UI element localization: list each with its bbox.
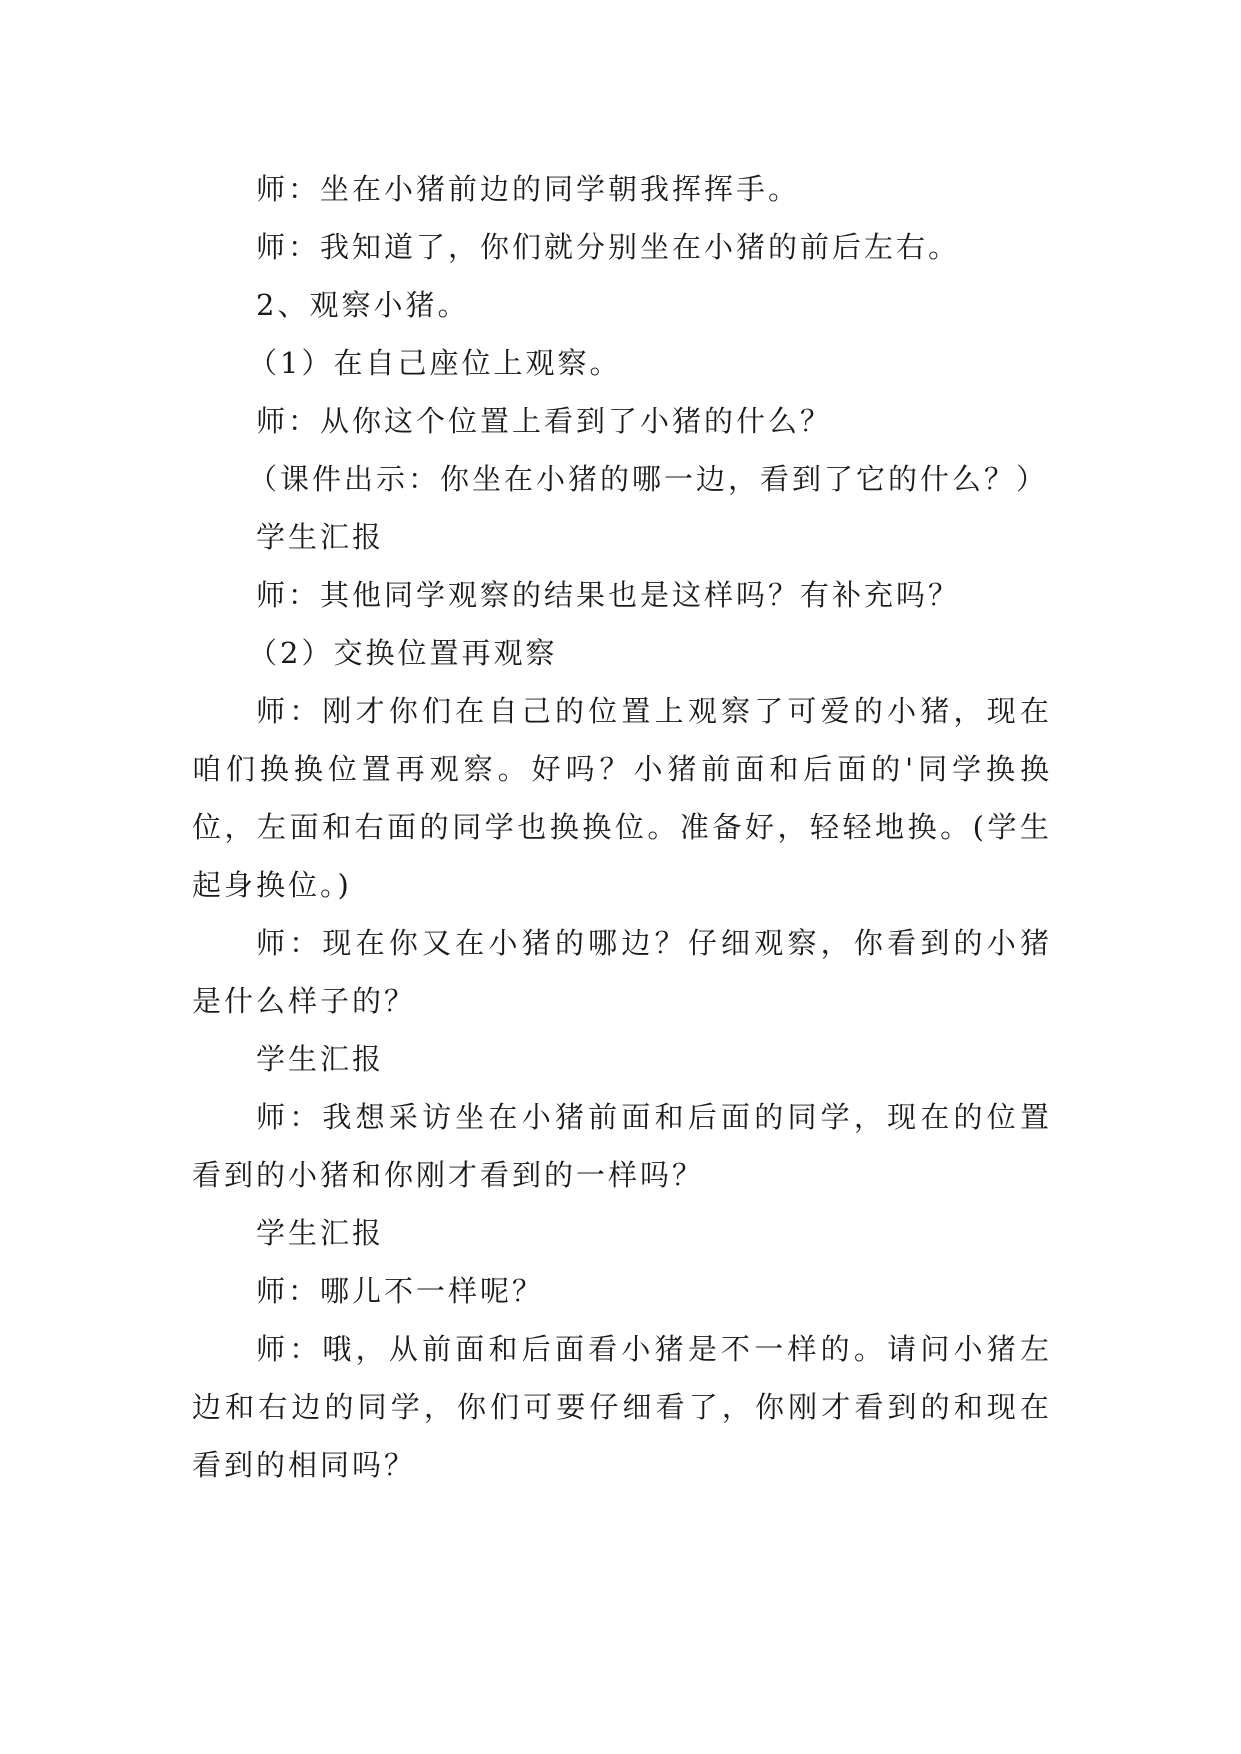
courseware-note: （课件出示：你坐在小猪的哪一边，看到了它的什么？） xyxy=(248,462,1049,496)
paragraph: 师：刚才你们在自己的位置上观察了可爱的小猪，现在咱们换换位置再观察。好吗？小猪前面和后面的'同学换换位，左面和右面的同学也换换位。准备好，轻轻地换。(学生起身换位。) xyxy=(192,694,1052,902)
section-heading: 2、观察小猪。 xyxy=(256,288,470,322)
subsection-heading: （2）交换位置再观察 xyxy=(248,636,558,670)
paragraph: 师：现在你又在小猪的哪边？仔细观察，你看到的小猪是什么样子的？ xyxy=(192,926,1052,1018)
paragraph: 师：哦，从前面和后面看小猪是不一样的。请问小猪左边和右边的同学，你们可要仔细看了，你刚才看到的和现在看到的相同吗？ xyxy=(192,1332,1052,1482)
paragraph: 师：其他同学观察的结果也是这样吗？有补充吗？ xyxy=(256,578,961,612)
student-report: 学生汇报 xyxy=(256,1216,385,1250)
student-report: 学生汇报 xyxy=(256,520,385,554)
subsection-heading: （1）在自己座位上观察。 xyxy=(248,346,622,380)
student-report: 学生汇报 xyxy=(256,1042,385,1076)
paragraph: 师：哪儿不一样呢？ xyxy=(256,1274,545,1308)
paragraph: 师：我想采访坐在小猪前面和后面的同学，现在的位置看到的小猪和你刚才看到的一样吗？ xyxy=(192,1100,1052,1192)
paragraph: 师：从你这个位置上看到了小猪的什么？ xyxy=(256,404,833,438)
paragraph: 师：坐在小猪前边的同学朝我挥挥手。 xyxy=(256,172,801,206)
paragraph: 师：我知道了，你们就分别坐在小猪的前后左右。 xyxy=(256,230,961,264)
document-body xyxy=(192,160,1052,1494)
